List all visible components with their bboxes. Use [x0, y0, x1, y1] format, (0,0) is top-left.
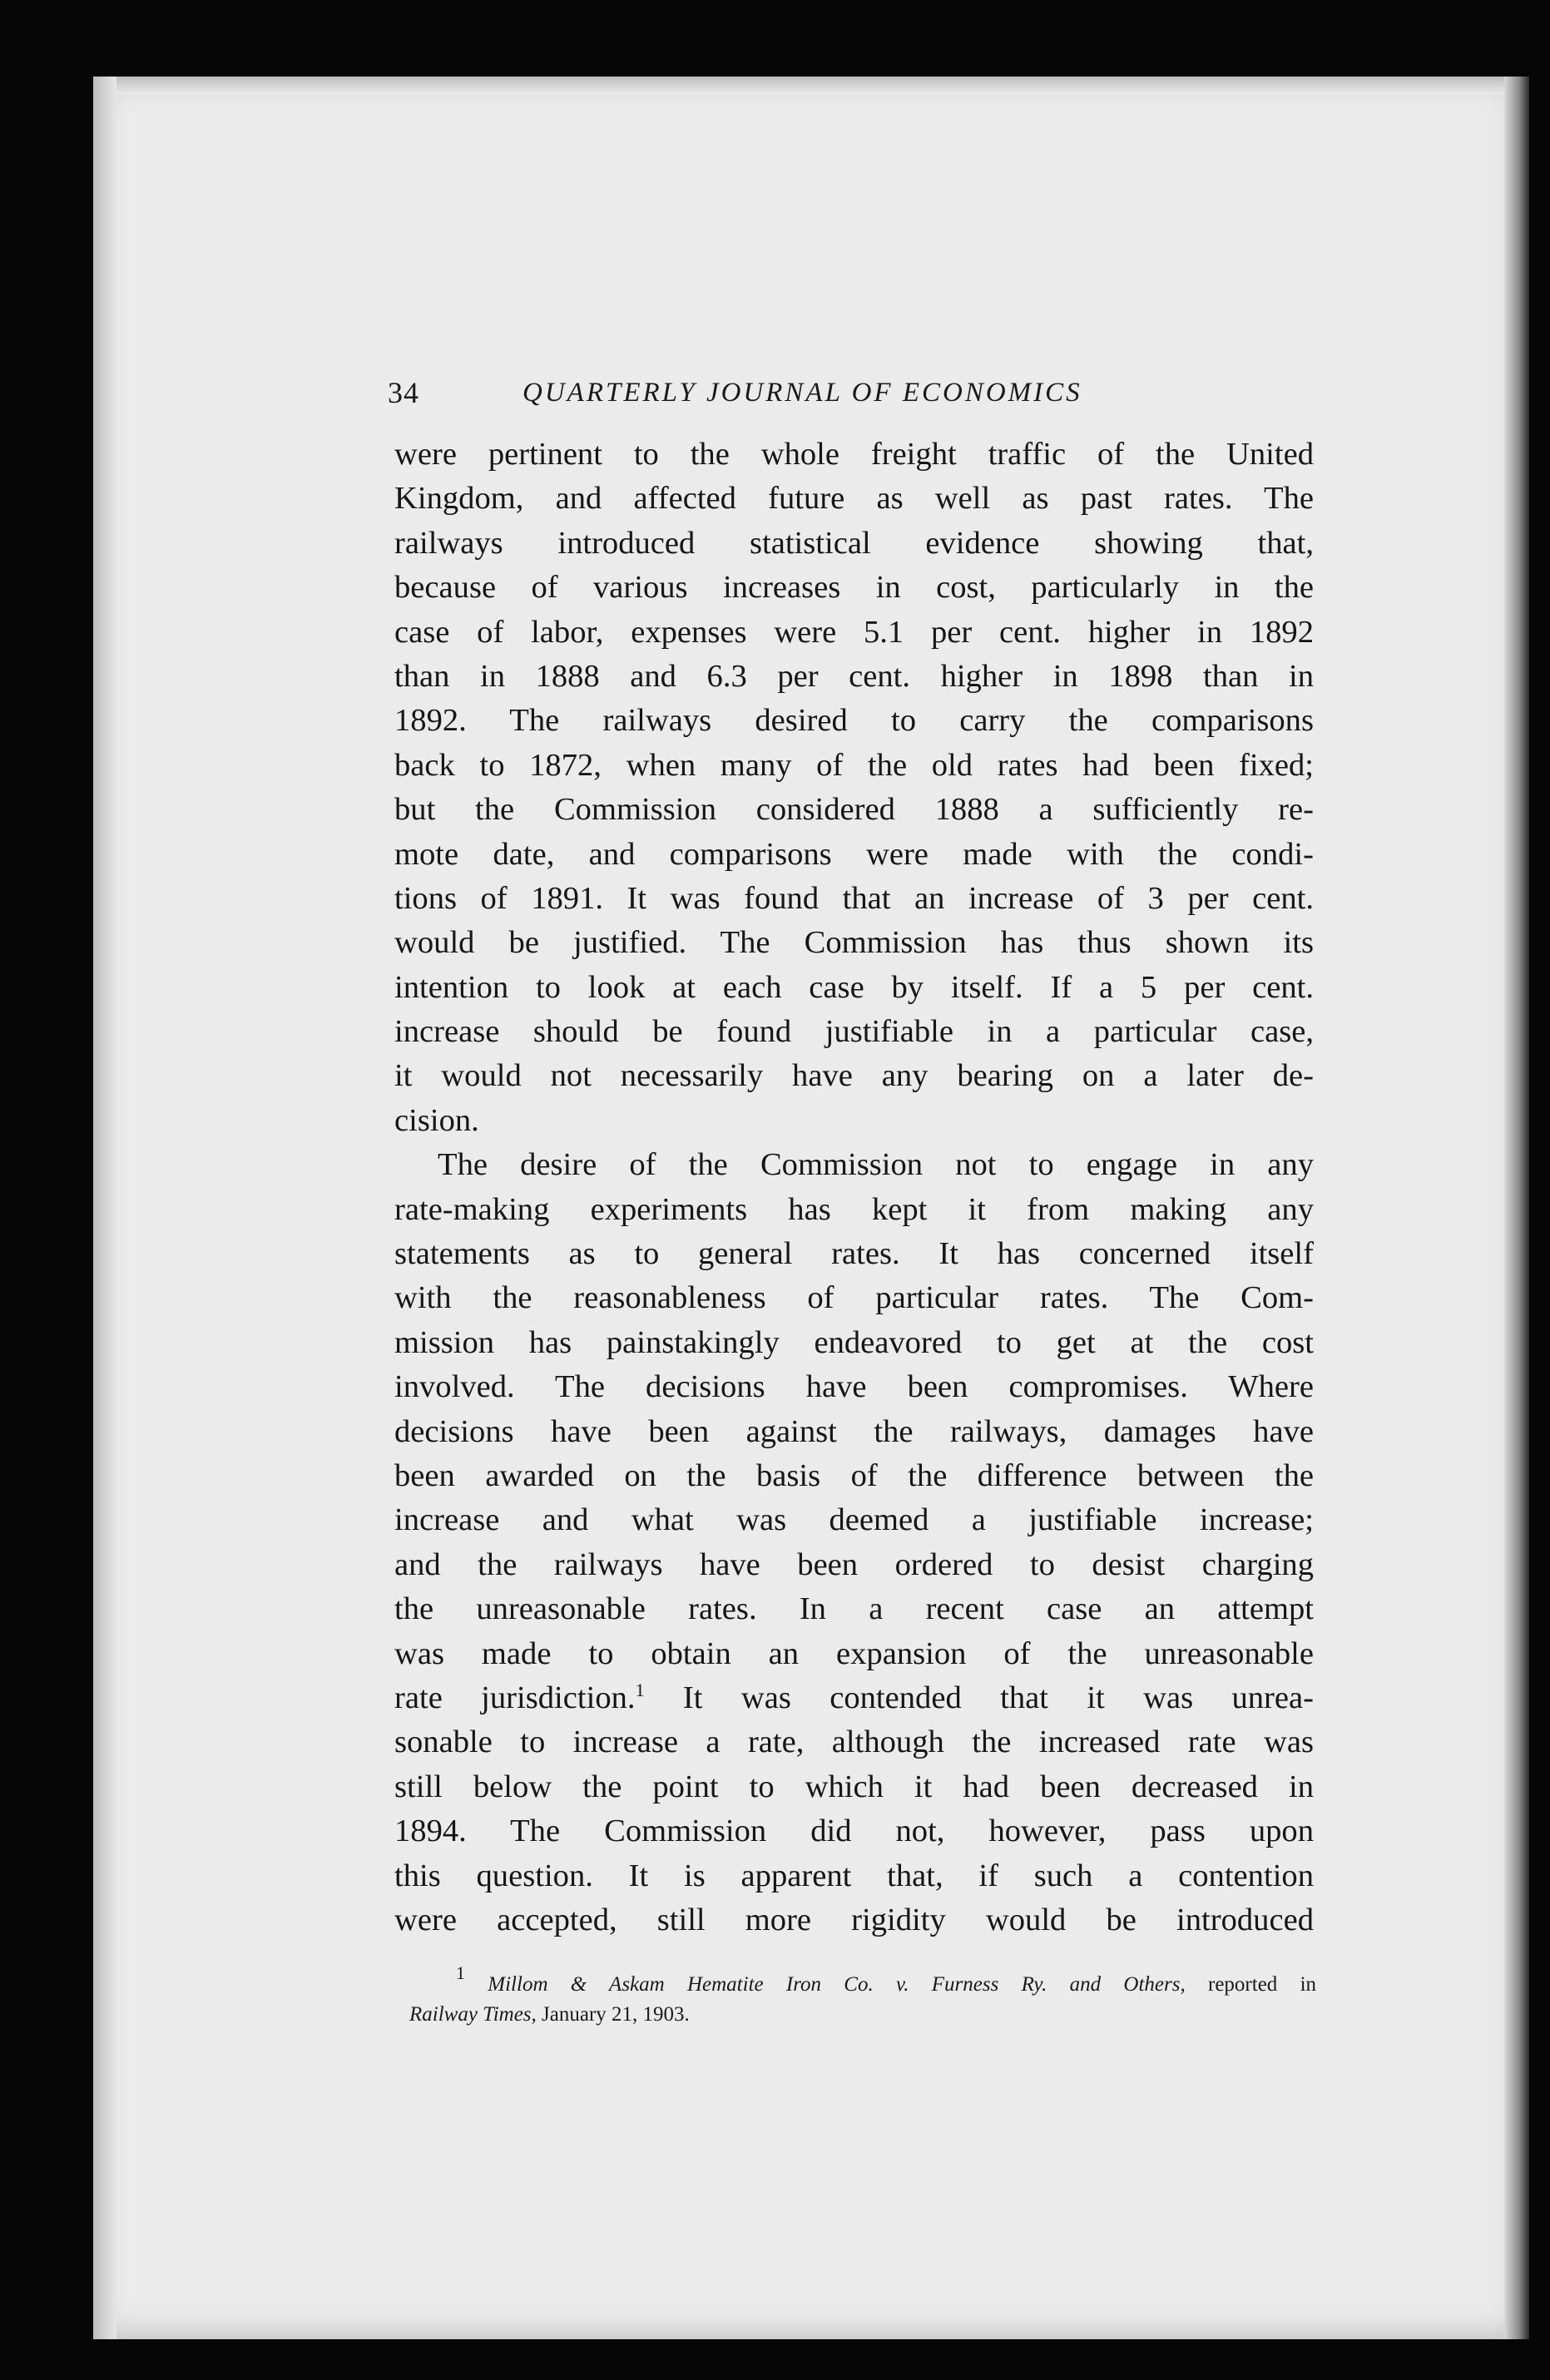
footnote-reference[interactable]: 1 [635, 1679, 645, 1700]
text-line: Kingdom, and affected future as well as past rates. The [394, 481, 1314, 517]
text-line: rate-making experiments has kept it from making any [394, 1191, 1314, 1227]
text-line: 1892. The railways desired to carry the comparisons [394, 703, 1314, 739]
page-number: 34 [388, 376, 419, 409]
line-text-continuation: It was contended that it was unrea- [644, 1680, 1314, 1715]
footnote-case-name: Millom & Askam Hematite Iron Co. v. Furness Ry. and Others, [488, 1973, 1186, 1996]
text-line: back to 1872, when many of the old rates had been fixed; [394, 747, 1314, 783]
text-line: case of labor, expenses were 5.1 per cent. higher in 1892 [394, 614, 1314, 650]
footnote-marker: 1 [456, 1962, 465, 1983]
text-line: involved. The decisions have been compromises. Where [394, 1369, 1314, 1405]
body-text [394, 433, 1314, 1942]
text-line: the unreasonable rates. In a recent case an attempt [394, 1591, 1314, 1627]
text-line: statements as to general rates. It has concerned itself [394, 1236, 1314, 1272]
page-header [388, 368, 1320, 418]
footnote-date: January 21, 1903. [536, 2003, 690, 2026]
text-line: tions of 1891. It was found that an increase of 3 per cent. [394, 880, 1314, 916]
text-line: been awarded on the basis of the difference between the [394, 1457, 1314, 1493]
text-line: still below the point to which it had been decreased in [394, 1769, 1314, 1804]
text-line: increase and what was deemed a justifiable increase; [394, 1502, 1314, 1538]
text-line: were accepted, still more rigidity would be introduced [394, 1902, 1314, 1937]
footnote-reported-in: reported in [1185, 1973, 1317, 1996]
paragraph-start-line: The desire of the Commission not to engage in any [438, 1147, 1314, 1183]
footnote-journal: Railway Times, [409, 2003, 537, 2026]
text-line: cision. [394, 1102, 479, 1138]
line-text: rate jurisdiction. [394, 1680, 636, 1715]
running-head: QUARTERLY JOURNAL OF ECONOMICS [522, 378, 1082, 408]
text-line: and the railways have been ordered to desist charging [394, 1546, 1314, 1582]
text-line: decisions have been against the railways, damages have [394, 1413, 1314, 1449]
text-line: than in 1888 and 6.3 per cent. higher in 1898 than in [394, 658, 1314, 694]
text-line: but the Commission considered 1888 a sufficiently re- [394, 792, 1314, 828]
footnote [409, 1962, 1317, 2030]
text-line: were pertinent to the whole freight traffic of the United [394, 437, 1314, 472]
text-line: was made to obtain an expansion of the unreasonable [394, 1635, 1314, 1671]
text-line: this question. It is apparent that, if such a contention [394, 1858, 1314, 1893]
page-edge-top [93, 77, 1524, 95]
text-line: increase should be found justifiable in a particular case, [394, 1014, 1314, 1050]
text-line: intention to look at each case by itself. If a 5 per cent. [394, 969, 1314, 1005]
text-line: because of various increases in cost, particularly in the [394, 570, 1314, 606]
footnote-line [409, 2000, 1316, 2030]
text-line: mission has painstakingly endeavored to get at the cost [394, 1324, 1314, 1360]
text-line: would be justified. The Commission has thus shown its [394, 925, 1314, 961]
page-edge-left [93, 77, 116, 2339]
text-line: mote date, and comparisons were made with the condi- [394, 836, 1314, 872]
text-line: railways introduced statistical evidence showing that, [394, 525, 1314, 561]
text-line: it would not necessarily have any bearing on a later de- [394, 1058, 1314, 1094]
text-line: sonable to increase a rate, although the increased rate was [394, 1724, 1314, 1760]
text-line: with the reasonableness of particular rates. The Com- [394, 1280, 1314, 1316]
page-edge-right [1504, 77, 1529, 2339]
text-line-with-footnote [394, 1676, 1314, 1720]
footnote-line [409, 1962, 1317, 2000]
text-line: 1894. The Commission did not, however, pass upon [394, 1813, 1314, 1849]
